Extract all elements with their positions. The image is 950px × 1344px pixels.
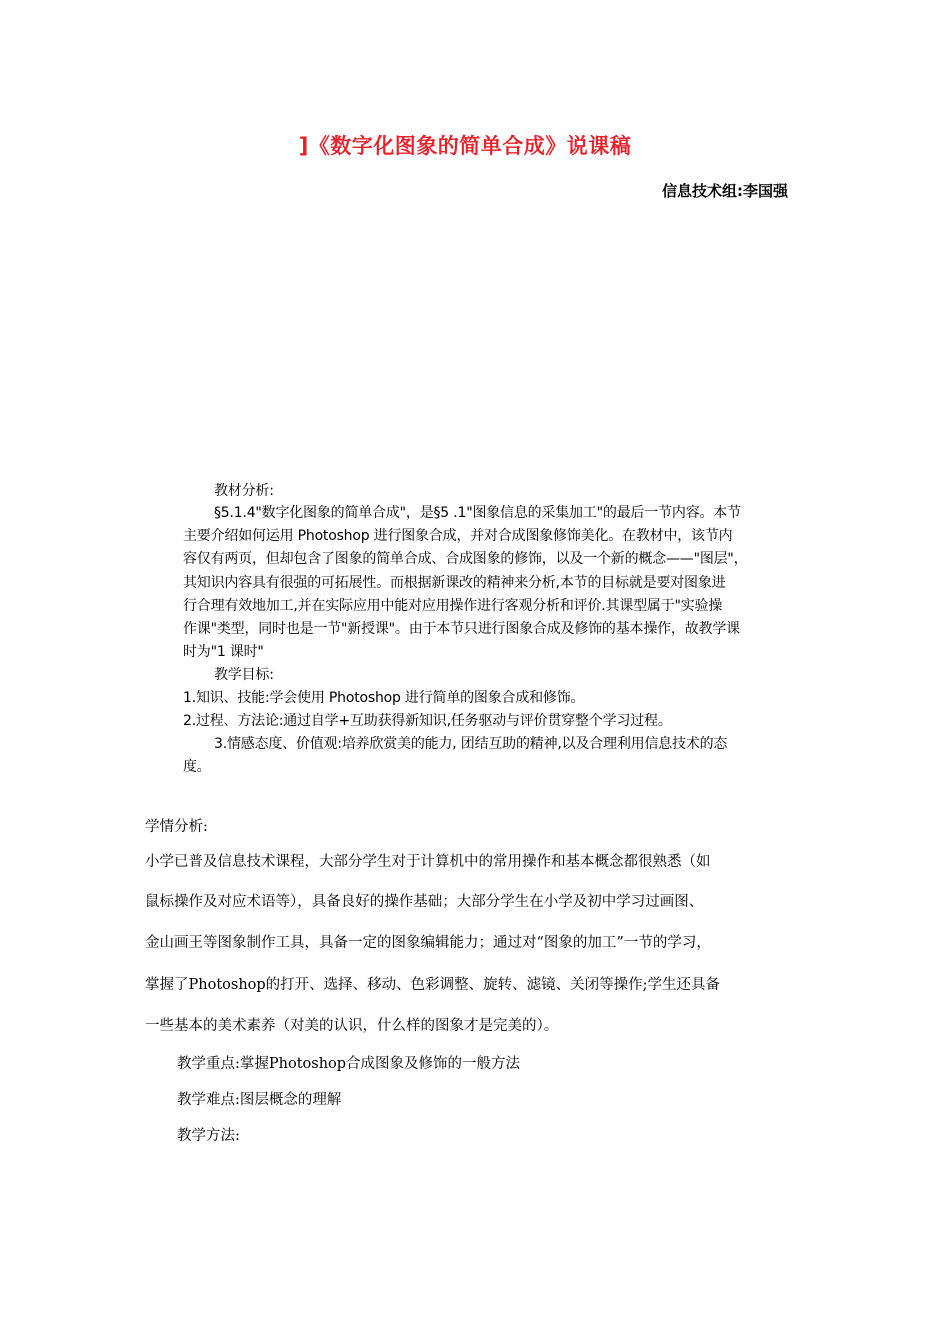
goal-item-1: 1.知识、技能:学会使用 Photoshop 进行简单的图象合成和修饰。 bbox=[183, 690, 585, 706]
students-heading: 学情分析: bbox=[145, 819, 208, 835]
teaching-focus: 教学重点:掌握Photoshop合成图象及修饰的一般方法 bbox=[177, 1056, 521, 1072]
goal-item-3-cont: 度。 bbox=[183, 759, 211, 775]
teaching-difficulty: 教学难点:图层概念的理解 bbox=[177, 1092, 342, 1108]
goal-item-2: 2.过程、方法论:通过自学+互助获得新知识,任务驱动与评价贯穿整个学习过程。 bbox=[183, 713, 672, 729]
textbook-line: 容仅有两页，但却包含了图象的简单合成、合成图象的修饰，以及一个新的概念——"图层"， bbox=[183, 551, 748, 567]
students-line: 金山画王等图象制作工具，具备一定的图象编辑能力；通过对“图象的加工”一节的学习， bbox=[145, 935, 711, 951]
document-title: ]《数字化图象的简单合成》说课稿 bbox=[298, 134, 632, 158]
goals-heading: 教学目标: bbox=[214, 667, 274, 683]
textbook-line: 作课"类型，同时也是一节"新授课"。由于本节只进行图象合成及修饰的基本操作，故教学课 bbox=[183, 621, 740, 637]
author-line: 信息技术组:李国强 bbox=[662, 182, 788, 200]
goal-item-3: 3.情感态度、价值观:培养欣赏美的能力, 团结互助的精神,以及合理利用信息技术的态 bbox=[214, 736, 728, 752]
textbook-line: 行合理有效地加工,并在实际应用中能对应用操作进行客观分析和评价.其课型属于"实验操 bbox=[183, 598, 723, 614]
textbook-line: 时为"1 课时" bbox=[183, 644, 264, 660]
textbook-line: 主要介绍如何运用 Photoshop 进行图象合成，并对合成图象修饰美化。在教材中，该节内 bbox=[183, 528, 733, 544]
students-line: 鼠标操作及对应术语等），具备良好的操作基础；大部分学生在小学及初中学习过画图、 bbox=[145, 894, 704, 910]
textbook-heading: 教材分析: bbox=[214, 483, 274, 499]
students-line: 一些基本的美术素养（对美的认识，什么样的图象才是完美的）。 bbox=[145, 1018, 559, 1034]
teaching-method: 教学方法: bbox=[177, 1128, 240, 1144]
students-line: 掌握了Photoshop的打开、选择、移动、色彩调整、旋转、滤镜、关闭等操作;学生还具备 bbox=[145, 977, 721, 993]
students-line: 小学已普及信息技术课程，大部分学生对于计算机中的常用操作和基本概念都很熟悉（如 bbox=[145, 854, 711, 870]
textbook-line: §5.1.4"数字化图象的简单合成"，是§5 .1"图象信息的采集加工"的最后一节内容。本节 bbox=[214, 505, 741, 521]
textbook-line: 其知识内容具有很强的可拓展性。而根据新课改的精神来分析,本节的目标就是要对图象进 bbox=[183, 575, 726, 591]
